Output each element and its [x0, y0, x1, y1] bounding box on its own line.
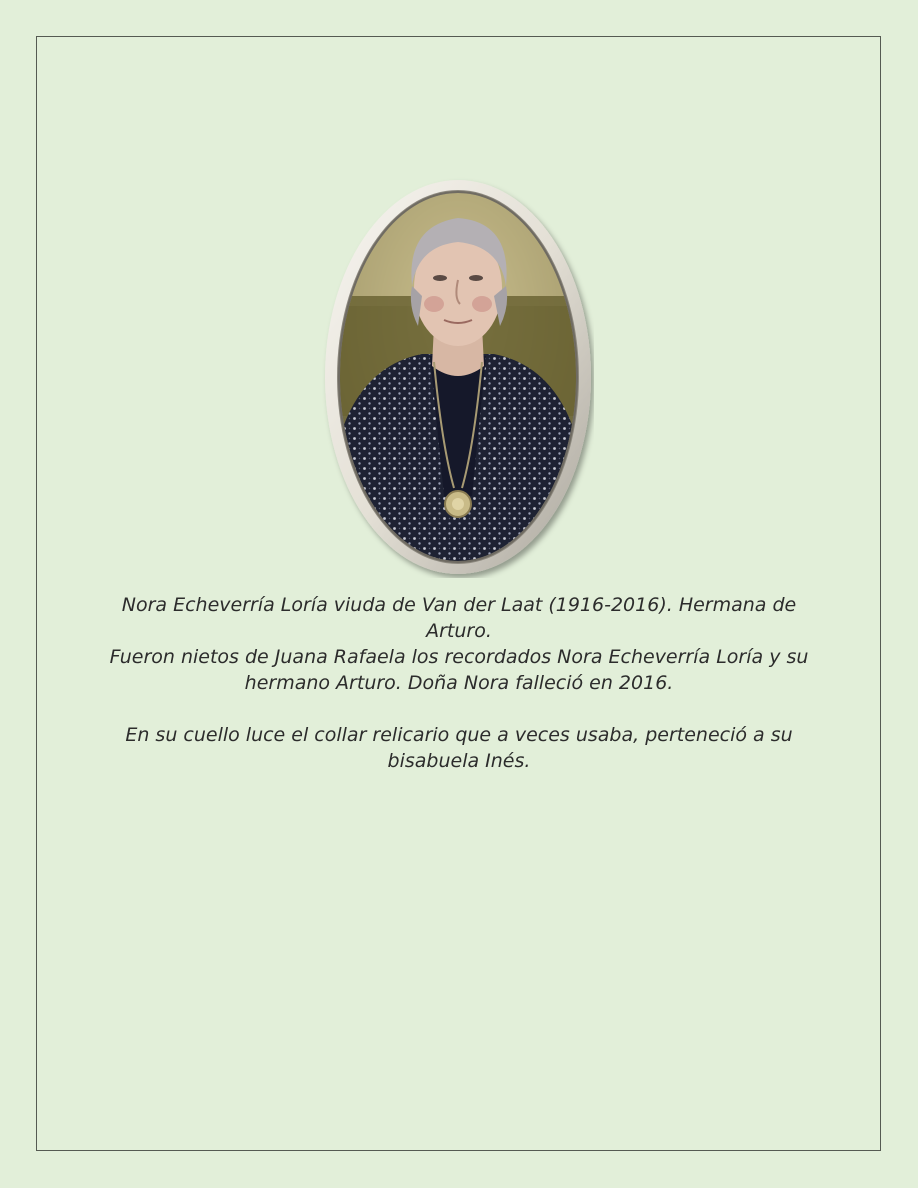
- caption-line-3: En su cuello luce el collar relicario que a veces usaba, perteneció a su bisabuela Inés.: [125, 724, 793, 772]
- caption-line-1: Nora Echeverría Loría viuda de Van der Laat (1916-2016). Hermana de Arturo.: [121, 594, 797, 642]
- portrait-photo: [322, 176, 594, 578]
- photo-caption: [90, 592, 828, 774]
- caption-line-2: Fueron nietos de Juana Rafaela los recordados Nora Echeverría Loría y su hermano Arturo. Doña Nora falleció en 2016.: [109, 646, 809, 694]
- caption-spacer: [90, 696, 828, 722]
